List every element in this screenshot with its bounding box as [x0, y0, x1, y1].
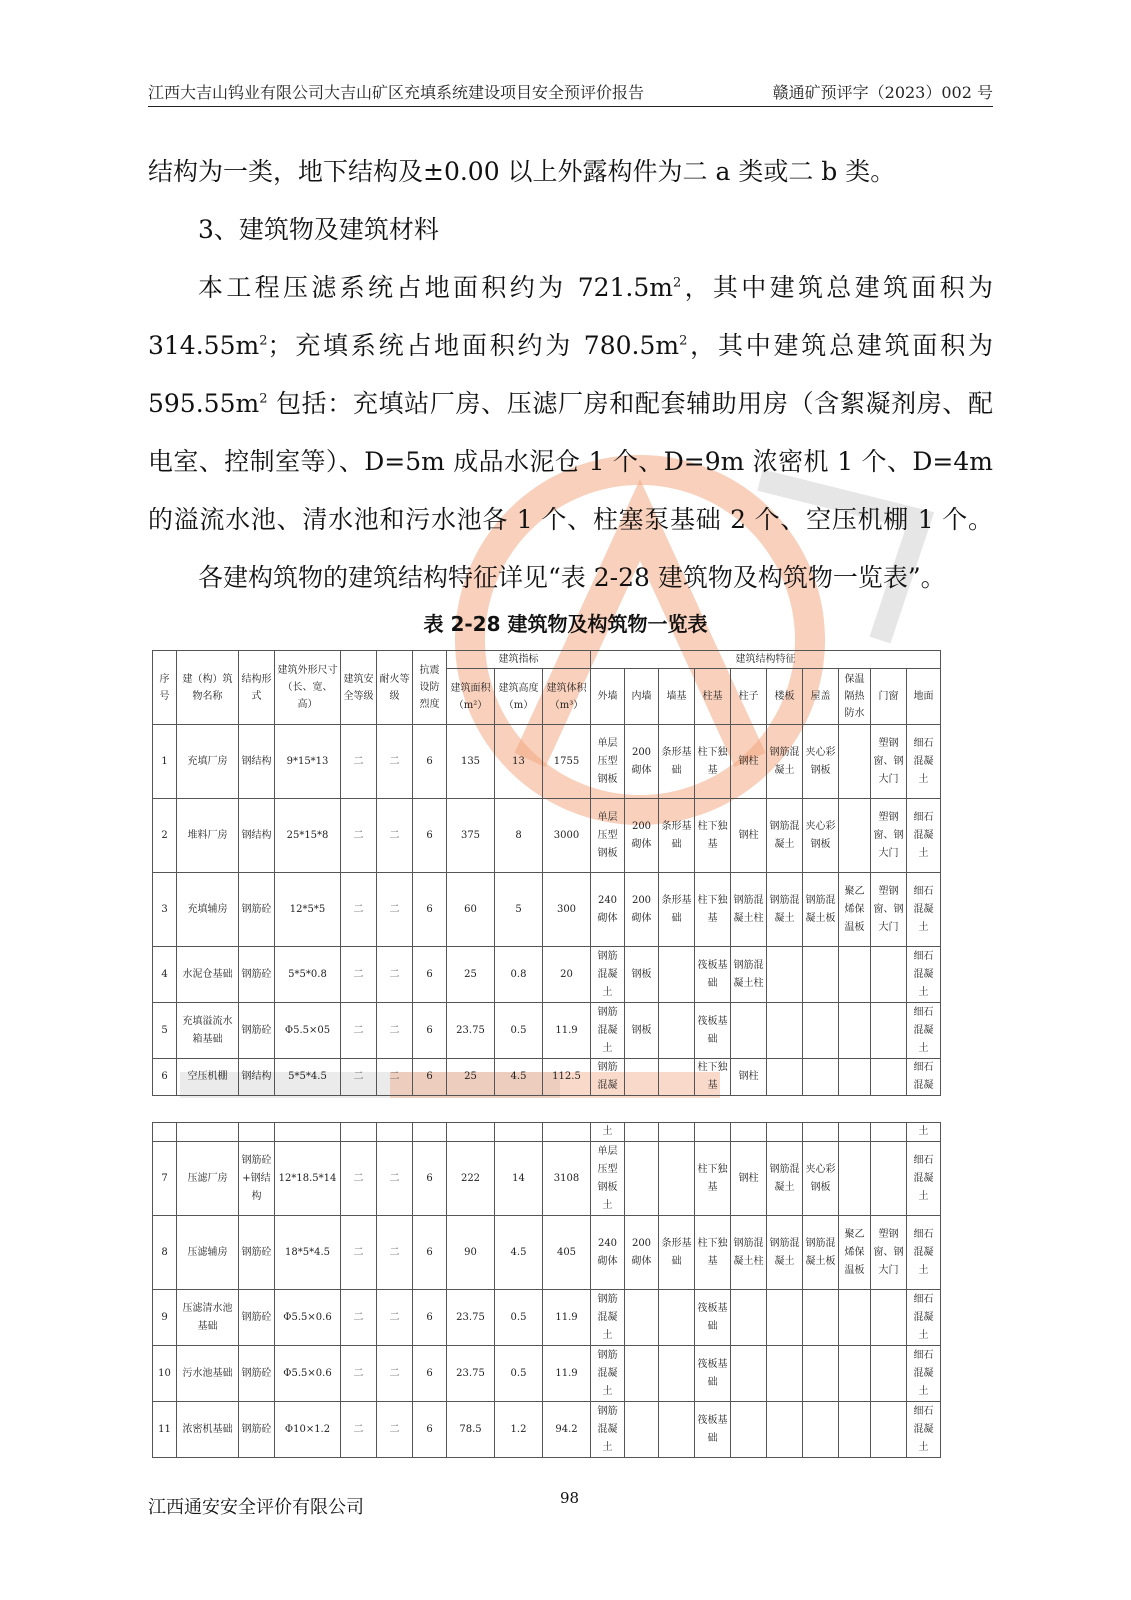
header-column: 柱子: [731, 669, 767, 725]
header-roof: 屋盖: [803, 669, 839, 725]
cell-struct: 钢结构: [239, 1059, 275, 1096]
cell-ground: 细石混凝土: [907, 1216, 941, 1290]
cell-column: [731, 1402, 767, 1458]
cell-dims: Φ5.5×05: [275, 1003, 341, 1059]
page-header: [148, 76, 993, 107]
cell-outer: 单层压型钢板: [591, 799, 625, 873]
cell-insul: [839, 1290, 871, 1346]
header-insul: 保温隔热防水: [839, 669, 871, 725]
cell-roof: 夹心彩钢板: [803, 799, 839, 873]
cell-height: 0.5: [495, 1003, 543, 1059]
cell-inner: 钢板: [625, 1003, 659, 1059]
cell-inner: [625, 1346, 659, 1402]
header-group-index: 建筑指标: [447, 651, 591, 669]
cell-struct: 钢结构: [239, 799, 275, 873]
cell-volume: 405: [543, 1216, 591, 1290]
cell-roof: [803, 1290, 839, 1346]
cell-height: 14: [495, 1142, 543, 1216]
cell-door: [871, 1003, 907, 1059]
header-area: 建筑面积（m²）: [447, 669, 495, 725]
table-row: [153, 1216, 941, 1290]
cell-no: 11: [153, 1402, 177, 1458]
cell-insul: [839, 799, 871, 873]
cell-name: 水泥仓基础: [177, 947, 239, 1003]
cell-name: 浓密机基础: [177, 1402, 239, 1458]
buildings-table-continued: [152, 1122, 941, 1458]
cell-door: 塑钢窗、钢大门: [871, 725, 907, 799]
cell-area: 23.75: [447, 1003, 495, 1059]
cell-seismic: 6: [413, 1290, 447, 1346]
cell-dims: 9*15*13: [275, 725, 341, 799]
header-dims: 建筑外形尺寸（长、宽、高）: [275, 651, 341, 725]
header-floor: 楼板: [767, 669, 803, 725]
cell-door: [871, 1142, 907, 1216]
cell-inner: [625, 1290, 659, 1346]
cell-colbase: 柱下独基: [695, 799, 731, 873]
cell-door: 塑钢窗、钢大门: [871, 1216, 907, 1290]
cell-fire: 二: [377, 1402, 413, 1458]
cell-seismic: 6: [413, 1142, 447, 1216]
cell-no: 3: [153, 873, 177, 947]
paragraph-line-7: 的溢流水池、清水池和污水池各 1 个、柱塞泵基础 2 个、空压机棚 1 个。: [148, 505, 993, 534]
cell-insul: [839, 1003, 871, 1059]
cell-column: 钢筋混凝土柱: [731, 1216, 767, 1290]
cell-outer: 钢筋混凝土: [591, 1346, 625, 1402]
cell-door: [871, 1346, 907, 1402]
header-fire: 耐火等级: [377, 651, 413, 725]
cell-height: 5: [495, 873, 543, 947]
cell-dims: Φ5.5×0.6: [275, 1346, 341, 1402]
table-row: [153, 1346, 941, 1402]
cell-inner: 钢板: [625, 947, 659, 1003]
cell-ground: 细石混凝: [907, 1059, 941, 1096]
cell-outer: 钢筋混凝土: [591, 1290, 625, 1346]
table-row: [153, 873, 941, 947]
cell-insul: [839, 725, 871, 799]
cell-inner: 200砌体: [625, 873, 659, 947]
cell-column: [731, 1346, 767, 1402]
buildings-table: [152, 650, 941, 1096]
section-heading: 3、建筑物及建筑材料: [198, 215, 439, 244]
cell-outer: 钢筋混凝: [591, 1059, 625, 1096]
cell-name: 充填溢流水箱基础: [177, 1003, 239, 1059]
cell-seismic: 6: [413, 873, 447, 947]
paragraph-line-4: $314.55m^2$；充填系统占地面积约为 $780.5m^2$，其中建筑总建筑面积为: [148, 331, 993, 360]
cell-area: 23.75: [447, 1290, 495, 1346]
cell-floor: [767, 1346, 803, 1402]
cell-volume: 20: [543, 947, 591, 1003]
cell-safety: 二: [341, 1346, 377, 1402]
cell-ground: 细石混凝土: [907, 1290, 941, 1346]
cell-struct: 钢筋砼: [239, 1346, 275, 1402]
cell-door: [871, 947, 907, 1003]
cell-roof: 钢筋混凝土板: [803, 873, 839, 947]
cell-roof: 夹心彩钢板: [803, 725, 839, 799]
cell-area: 222: [447, 1142, 495, 1216]
cell-seismic: 6: [413, 1402, 447, 1458]
cell-ground: 细石混凝土: [907, 947, 941, 1003]
cell-safety: 二: [341, 725, 377, 799]
cell-wallbase: [659, 1402, 695, 1458]
cell-height: 4.5: [495, 1059, 543, 1096]
header-inner: 内墙: [625, 669, 659, 725]
cell-ground: 细石混凝土: [907, 1346, 941, 1402]
paragraph-line-5: $595.55m^2$ 包括：充填站厂房、压滤厂房和配套辅助用房（含絮凝剂房、配: [148, 389, 993, 418]
cell-safety: 二: [341, 947, 377, 1003]
cell-insul: [839, 1142, 871, 1216]
cell-safety: 二: [341, 1142, 377, 1216]
paragraph-line-6: 电室、控制室等）、D=5m 成品水泥仓 1 个、D=9m 浓密机 1 个、D=4m: [148, 447, 993, 476]
cell-name: 充填辅房: [177, 873, 239, 947]
cell-colbase: 柱下独基: [695, 1216, 731, 1290]
cell-floor: [767, 1290, 803, 1346]
cell-dims: Φ5.5×0.6: [275, 1290, 341, 1346]
cell-no: 1: [153, 725, 177, 799]
cell-insul: [839, 1059, 871, 1096]
table-row: [153, 1142, 941, 1216]
cell-volume: 300: [543, 873, 591, 947]
cell-door: 塑钢窗、钢大门: [871, 873, 907, 947]
cell-area: 25: [447, 947, 495, 1003]
cell-struct: 钢筋砼: [239, 947, 275, 1003]
cell-colbase: 柱下独基: [695, 1059, 731, 1096]
cell-outer: 土: [591, 1123, 625, 1142]
cell-seismic: 6: [413, 799, 447, 873]
cell-colbase: 筏板基础: [695, 1003, 731, 1059]
cell-no: 6: [153, 1059, 177, 1096]
cell-column: 钢柱: [731, 1142, 767, 1216]
header-ground: 地面: [907, 669, 941, 725]
cell-height: 0.5: [495, 1346, 543, 1402]
cell-floor: 钢筋混凝土: [767, 799, 803, 873]
cell-struct: 钢筋砼: [239, 1216, 275, 1290]
cell-outer: 钢筋混凝土: [591, 947, 625, 1003]
table-row: [153, 1059, 941, 1096]
header-wallbase: 墙基: [659, 669, 695, 725]
cell-insul: [839, 947, 871, 1003]
cell-no: 2: [153, 799, 177, 873]
cell-dims: Φ10×1.2: [275, 1402, 341, 1458]
cell-height: 13: [495, 725, 543, 799]
cell-name: 压滤厂房: [177, 1142, 239, 1216]
cell-insul: 聚乙烯保温板: [839, 1216, 871, 1290]
cell-inner: [625, 1142, 659, 1216]
cell-volume: 112.5: [543, 1059, 591, 1096]
cell-wallbase: [659, 1290, 695, 1346]
cell-struct: 钢结构: [239, 725, 275, 799]
cell-volume: 1755: [543, 725, 591, 799]
cell-column: 钢筋混凝土柱: [731, 873, 767, 947]
cell-safety: 二: [341, 1402, 377, 1458]
cell-dims: 18*5*4.5: [275, 1216, 341, 1290]
cell-floor: [767, 1059, 803, 1096]
cell-height: 0.5: [495, 1290, 543, 1346]
cell-safety: 二: [341, 1059, 377, 1096]
table-row: [153, 1402, 941, 1458]
cell-colbase: 筏板基础: [695, 1402, 731, 1458]
table-row: [153, 799, 941, 873]
header-no: 序号: [153, 651, 177, 725]
cell-outer: 钢筋混凝土: [591, 1402, 625, 1458]
report-title: 江西大吉山钨业有限公司大吉山矿区充填系统建设项目安全预评价报告: [148, 83, 645, 102]
cell-floor: [767, 1003, 803, 1059]
paragraph-line-1: 结构为一类，地下结构及±0.00 以上外露构件为二 a 类或二 b 类。: [148, 157, 896, 186]
cell-name: 污水池基础: [177, 1346, 239, 1402]
cell-fire: 二: [377, 1059, 413, 1096]
cell-height: 0.8: [495, 947, 543, 1003]
cell-outer: 240砌体: [591, 873, 625, 947]
cell-struct: 钢筋砼: [239, 873, 275, 947]
cell-fire: 二: [377, 1216, 413, 1290]
cell-seismic: 6: [413, 947, 447, 1003]
cell-outer: 钢筋混凝土: [591, 1003, 625, 1059]
cell-height: 1.2: [495, 1402, 543, 1458]
cell-fire: 二: [377, 947, 413, 1003]
table-row: [153, 725, 941, 799]
cell-dims: 5*5*4.5: [275, 1059, 341, 1096]
cell-column: 钢柱: [731, 725, 767, 799]
cell-fire: 二: [377, 1003, 413, 1059]
cell-inner: [625, 1059, 659, 1096]
cell-inner: [625, 1402, 659, 1458]
cell-no: 5: [153, 1003, 177, 1059]
cell-area: 90: [447, 1216, 495, 1290]
cell-floor: [767, 947, 803, 1003]
cell-floor: 钢筋混凝土: [767, 873, 803, 947]
cell-wallbase: [659, 947, 695, 1003]
cell-outer: 240砌体: [591, 1216, 625, 1290]
cell-no: 7: [153, 1142, 177, 1216]
cell-ground: 细石混凝土: [907, 873, 941, 947]
header-door: 门窗: [871, 669, 907, 725]
cell-colbase: 柱下独基: [695, 1142, 731, 1216]
cell-volume: 11.9: [543, 1003, 591, 1059]
header-outer: 外墙: [591, 669, 625, 725]
cell-column: 钢柱: [731, 799, 767, 873]
cell-fire: 二: [377, 1346, 413, 1402]
cell-roof: [803, 1003, 839, 1059]
cell-volume: 3108: [543, 1142, 591, 1216]
cell-column: [731, 1290, 767, 1346]
cell-ground: 细石混凝土: [907, 725, 941, 799]
cell-insul: 聚乙烯保温板: [839, 873, 871, 947]
cell-ground: 细石混凝土: [907, 1003, 941, 1059]
cell-fire: 二: [377, 873, 413, 947]
cell-seismic: 6: [413, 1216, 447, 1290]
cell-height: 4.5: [495, 1216, 543, 1290]
cell-fire: 二: [377, 1142, 413, 1216]
cell-fire: 二: [377, 725, 413, 799]
cell-wallbase: 条形基础: [659, 1216, 695, 1290]
cell-ground: 细石混凝土: [907, 1142, 941, 1216]
cell-wallbase: [659, 1003, 695, 1059]
cell-dims: 5*5*0.8: [275, 947, 341, 1003]
cell-outer: 单层压型钢板土: [591, 1142, 625, 1216]
cell-seismic: 6: [413, 1003, 447, 1059]
cell-safety: 二: [341, 1003, 377, 1059]
cell-colbase: 柱下独基: [695, 725, 731, 799]
cell-name: 空压机棚: [177, 1059, 239, 1096]
footer-company: 江西通安安全评价有限公司: [148, 1497, 364, 1518]
cell-struct: 钢筋砼+钢结构: [239, 1142, 275, 1216]
cell-volume: 11.9: [543, 1346, 591, 1402]
cell-colbase: 筏板基础: [695, 1290, 731, 1346]
cell-colbase: 柱下独基: [695, 873, 731, 947]
page-footer: [148, 1489, 993, 1523]
cell-floor: [767, 1402, 803, 1458]
cell-ground: 细石混凝土: [907, 799, 941, 873]
cell-insul: [839, 1402, 871, 1458]
cell-ground: 细石混凝土: [907, 1402, 941, 1458]
header-seismic: 抗震设防烈度: [413, 651, 447, 725]
cell-floor: 钢筋混凝土: [767, 725, 803, 799]
header-safety: 建筑安全等级: [341, 651, 377, 725]
cell-fire: 二: [377, 799, 413, 873]
cell-door: [871, 1059, 907, 1096]
header-struct: 结构形式: [239, 651, 275, 725]
cell-area: 135: [447, 725, 495, 799]
header-height: 建筑高度（m）: [495, 669, 543, 725]
cell-colbase: 筏板基础: [695, 947, 731, 1003]
body-text: [148, 143, 993, 607]
cell-outer: 单层压型钢板: [591, 725, 625, 799]
header-name: 建（构）筑物名称: [177, 651, 239, 725]
cell-wallbase: [659, 1059, 695, 1096]
cell-no: 8: [153, 1216, 177, 1290]
cell-area: 25: [447, 1059, 495, 1096]
cell-roof: 钢筋混凝土板: [803, 1216, 839, 1290]
cell-door: [871, 1290, 907, 1346]
cell-seismic: 6: [413, 1346, 447, 1402]
cell-wallbase: 条形基础: [659, 725, 695, 799]
paragraph-line-3: 本工程压滤系统占地面积约为 $721.5m^2$，其中建筑总建筑面积为: [198, 273, 993, 302]
cell-no: 9: [153, 1290, 177, 1346]
cell-door: [871, 1402, 907, 1458]
cell-column: 钢筋混凝土柱: [731, 947, 767, 1003]
cell-struct: 钢筋砼: [239, 1402, 275, 1458]
cell-insul: [839, 1346, 871, 1402]
cell-roof: [803, 947, 839, 1003]
table-row: [153, 1290, 941, 1346]
cell-ground: 土: [907, 1123, 941, 1142]
cell-wallbase: 条形基础: [659, 873, 695, 947]
cell-column: [731, 1003, 767, 1059]
cell-fire: 二: [377, 1290, 413, 1346]
table-row: [153, 1003, 941, 1059]
cell-name: 压滤辅房: [177, 1216, 239, 1290]
cell-name: 压滤清水池基础: [177, 1290, 239, 1346]
report-number: 赣通矿预评字（2023）002 号: [772, 83, 993, 102]
table-caption: 表 2-28 建筑物及构筑物一览表: [423, 612, 708, 636]
cell-safety: 二: [341, 799, 377, 873]
cell-seismic: 6: [413, 725, 447, 799]
continuation-row: [153, 1123, 941, 1142]
cell-area: 375: [447, 799, 495, 873]
cell-inner: 200砌体: [625, 799, 659, 873]
cell-no: 4: [153, 947, 177, 1003]
cell-area: 23.75: [447, 1346, 495, 1402]
cell-volume: 3000: [543, 799, 591, 873]
cell-area: 78.5: [447, 1402, 495, 1458]
cell-struct: 钢筋砼: [239, 1003, 275, 1059]
cell-door: 塑钢窗、钢大门: [871, 799, 907, 873]
cell-floor: 钢筋混凝土: [767, 1216, 803, 1290]
cell-no: 10: [153, 1346, 177, 1402]
cell-volume: 94.2: [543, 1402, 591, 1458]
cell-seismic: 6: [413, 1059, 447, 1096]
cell-safety: 二: [341, 1290, 377, 1346]
cell-column: 钢柱: [731, 1059, 767, 1096]
cell-roof: [803, 1402, 839, 1458]
header-group-features: 建筑结构特征: [591, 651, 941, 669]
page-number: 98: [560, 1489, 580, 1507]
cell-safety: 二: [341, 873, 377, 947]
header-colbase: 柱基: [695, 669, 731, 725]
cell-colbase: 筏板基础: [695, 1346, 731, 1402]
cell-struct: 钢筋砼: [239, 1290, 275, 1346]
cell-roof: [803, 1346, 839, 1402]
cell-name: 堆料厂房: [177, 799, 239, 873]
cell-safety: 二: [341, 1216, 377, 1290]
cell-wallbase: 条形基础: [659, 799, 695, 873]
cell-wallbase: [659, 1142, 695, 1216]
cell-inner: 200砌体: [625, 1216, 659, 1290]
table-row: [153, 947, 941, 1003]
cell-name: 充填厂房: [177, 725, 239, 799]
cell-dims: 12*18.5*14: [275, 1142, 341, 1216]
cell-wallbase: [659, 1346, 695, 1402]
cell-dims: 12*5*5: [275, 873, 341, 947]
cell-roof: 夹心彩钢板: [803, 1142, 839, 1216]
header-volume: 建筑体积（m³）: [543, 669, 591, 725]
cell-area: 60: [447, 873, 495, 947]
cell-height: 8: [495, 799, 543, 873]
paragraph-line-8: 各建构筑物的建筑结构特征详见“表 2-28 建筑物及构筑物一览表”。: [198, 563, 946, 592]
cell-floor: 钢筋混凝土: [767, 1142, 803, 1216]
cell-inner: 200砌体: [625, 725, 659, 799]
cell-roof: [803, 1059, 839, 1096]
cell-dims: 25*15*8: [275, 799, 341, 873]
cell-volume: 11.9: [543, 1290, 591, 1346]
